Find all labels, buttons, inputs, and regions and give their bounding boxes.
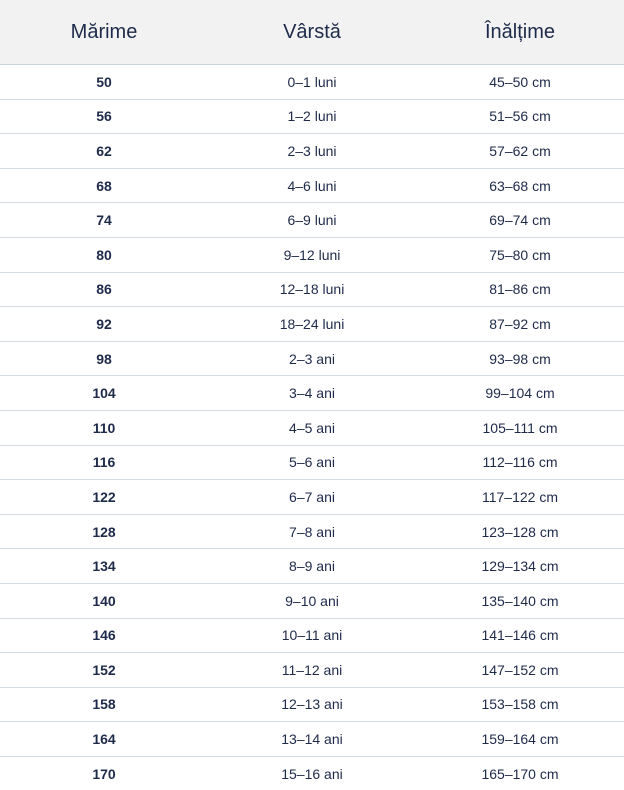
size-cell: 62 xyxy=(0,134,208,169)
age-cell: 1–2 luni xyxy=(208,99,416,134)
size-cell: 110 xyxy=(0,410,208,445)
table-row xyxy=(0,618,624,653)
age-cell: 8–9 ani xyxy=(208,549,416,584)
age-cell: 11–12 ani xyxy=(208,653,416,688)
height-cell: 135–140 cm xyxy=(416,583,624,618)
height-cell: 129–134 cm xyxy=(416,549,624,584)
table-row xyxy=(0,722,624,757)
table-row xyxy=(0,272,624,307)
size-cell: 98 xyxy=(0,341,208,376)
table-row xyxy=(0,653,624,688)
table-row xyxy=(0,583,624,618)
size-cell: 134 xyxy=(0,549,208,584)
age-cell: 0–1 luni xyxy=(208,65,416,100)
table-row xyxy=(0,549,624,584)
table-row xyxy=(0,480,624,515)
table-row xyxy=(0,410,624,445)
height-cell: 112–116 cm xyxy=(416,445,624,480)
table-row xyxy=(0,376,624,411)
age-cell: 2–3 ani xyxy=(208,341,416,376)
header-height: Înălțime xyxy=(416,0,624,65)
height-cell: 105–111 cm xyxy=(416,410,624,445)
table-row xyxy=(0,756,624,790)
table-row xyxy=(0,203,624,238)
age-cell: 4–6 luni xyxy=(208,168,416,203)
table-body xyxy=(0,65,624,790)
size-cell: 68 xyxy=(0,168,208,203)
table-row xyxy=(0,514,624,549)
size-cell: 74 xyxy=(0,203,208,238)
table-row xyxy=(0,237,624,272)
table-row xyxy=(0,445,624,480)
height-cell: 153–158 cm xyxy=(416,687,624,722)
size-cell: 128 xyxy=(0,514,208,549)
age-cell: 10–11 ani xyxy=(208,618,416,653)
table-row xyxy=(0,99,624,134)
age-cell: 15–16 ani xyxy=(281,765,343,782)
size-cell: 140 xyxy=(0,583,208,618)
height-cell: 147–152 cm xyxy=(416,653,624,688)
size-cell: 158 xyxy=(0,687,208,722)
age-cell: 18–24 luni xyxy=(208,307,416,342)
size-cell: 80 xyxy=(0,237,208,272)
size-cell: 116 xyxy=(0,445,208,480)
size-cell: 56 xyxy=(0,99,208,134)
height-cell: 87–92 cm xyxy=(416,307,624,342)
header-row xyxy=(0,0,624,65)
table-row xyxy=(0,307,624,342)
size-cell: 170 xyxy=(92,765,116,782)
height-cell: 81–86 cm xyxy=(416,272,624,307)
height-cell: 69–74 cm xyxy=(416,203,624,238)
size-cell: 104 xyxy=(0,376,208,411)
size-cell: 146 xyxy=(0,618,208,653)
table-row xyxy=(0,65,624,100)
age-cell: 6–9 luni xyxy=(208,203,416,238)
size-cell: 92 xyxy=(0,307,208,342)
table-row xyxy=(0,168,624,203)
table-row xyxy=(0,134,624,169)
table-header xyxy=(0,0,624,65)
height-cell: 99–104 cm xyxy=(416,376,624,411)
table-row xyxy=(0,341,624,376)
age-cell: 9–10 ani xyxy=(208,583,416,618)
height-cell: 57–62 cm xyxy=(416,134,624,169)
age-cell: 6–7 ani xyxy=(208,480,416,515)
age-cell: 3–4 ani xyxy=(208,376,416,411)
header-age: Vârstă xyxy=(208,0,416,65)
table-row xyxy=(0,687,624,722)
age-cell: 12–13 ani xyxy=(208,687,416,722)
height-cell: 123–128 cm xyxy=(416,514,624,549)
height-cell: 75–80 cm xyxy=(416,237,624,272)
age-cell: 12–18 luni xyxy=(208,272,416,307)
size-cell: 86 xyxy=(0,272,208,307)
height-cell: 159–164 cm xyxy=(416,722,624,757)
age-cell: 7–8 ani xyxy=(208,514,416,549)
height-cell: 165–170 cm xyxy=(481,765,559,782)
age-cell: 13–14 ani xyxy=(208,722,416,757)
age-cell: 9–12 luni xyxy=(208,237,416,272)
height-cell: 93–98 cm xyxy=(416,341,624,376)
size-cell: 50 xyxy=(0,65,208,100)
height-cell: 141–146 cm xyxy=(416,618,624,653)
age-cell: 4–5 ani xyxy=(208,410,416,445)
age-cell: 5–6 ani xyxy=(208,445,416,480)
size-cell: 152 xyxy=(0,653,208,688)
height-cell: 45–50 cm xyxy=(416,65,624,100)
header-size: Mărime xyxy=(0,0,208,65)
size-cell: 122 xyxy=(0,480,208,515)
height-cell: 117–122 cm xyxy=(416,480,624,515)
height-cell: 63–68 cm xyxy=(416,168,624,203)
size-cell: 164 xyxy=(0,722,208,757)
height-cell: 51–56 cm xyxy=(416,99,624,134)
age-cell: 2–3 luni xyxy=(208,134,416,169)
